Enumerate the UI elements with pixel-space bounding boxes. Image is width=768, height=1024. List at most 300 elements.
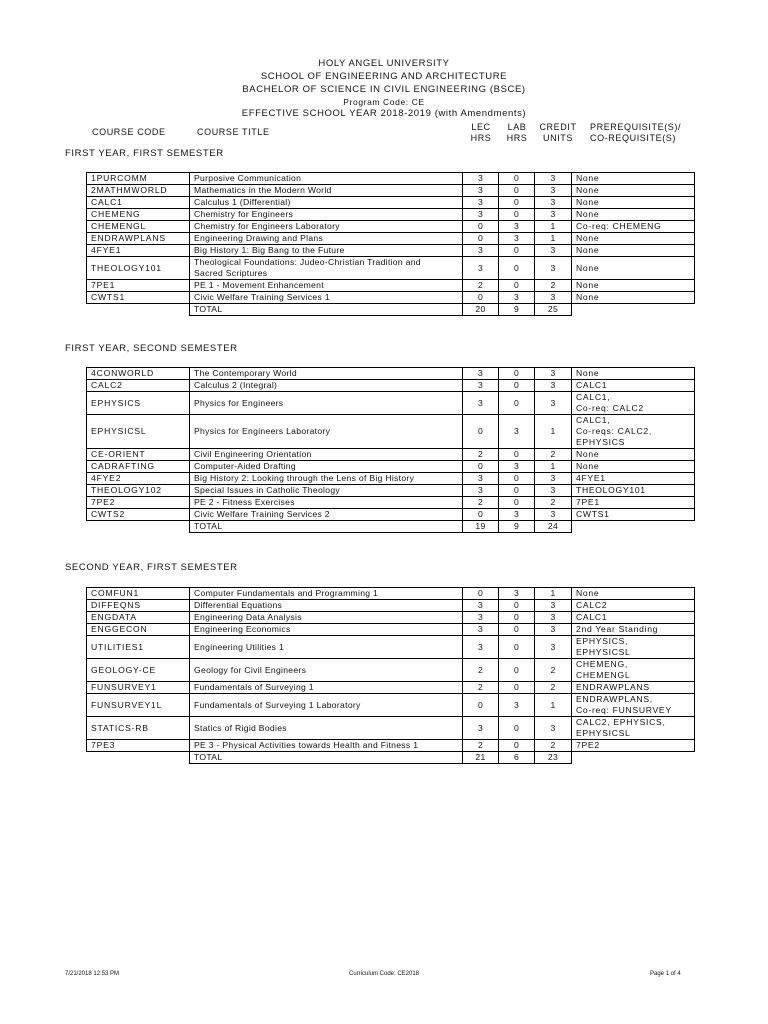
lab-hours: 0 [499, 636, 535, 659]
lec-hours: 2 [463, 449, 499, 461]
col-course-title: COURSE TITLE [197, 127, 270, 137]
credit-units: 2 [535, 497, 572, 509]
lab-hours: 3 [499, 509, 535, 521]
course-code: THEOLOGY102 [87, 485, 190, 497]
total-spacer [572, 304, 695, 316]
prerequisite-line: 7PE2 [576, 740, 600, 750]
lec-hours: 0 [463, 221, 499, 233]
lab-hours: 0 [499, 197, 535, 209]
col-lec-line2: HRS [470, 133, 492, 143]
prerequisite-line: None [576, 368, 600, 378]
lec-hours: 3 [463, 173, 499, 185]
lec-hours: 0 [463, 415, 499, 449]
course-title [190, 473, 463, 485]
course-title-line: Civil Engineering Orientation [194, 449, 312, 459]
course-row [87, 497, 695, 509]
course-code: 2MATHMWORLD [87, 185, 190, 197]
course-title [190, 380, 463, 392]
course-row [87, 415, 695, 449]
credit-units: 3 [535, 368, 572, 380]
course-code: STATICS-RB [87, 717, 190, 740]
credit-units: 2 [535, 449, 572, 461]
col-credit-line2: UNITS [543, 133, 573, 143]
course-row [87, 659, 695, 682]
col-prereq-line2: CO-REQUISITE(S) [590, 133, 677, 143]
col-course-code: COURSE CODE [92, 127, 166, 137]
course-row [87, 185, 695, 197]
lec-hours: 3 [463, 197, 499, 209]
prerequisites [572, 185, 695, 197]
course-code: 7PE3 [87, 740, 190, 752]
prerequisites [572, 682, 695, 694]
lab-hours: 0 [499, 245, 535, 257]
course-code: 4FYE1 [87, 245, 190, 257]
credit-units: 2 [535, 280, 572, 292]
lec-hours: 3 [463, 717, 499, 740]
col-lec-line1: LEC [471, 122, 491, 132]
lab-hours: 3 [499, 415, 535, 449]
lab-hours: 0 [499, 257, 535, 280]
prerequisite-line: 2nd Year Standing [576, 624, 659, 634]
total-row [87, 521, 695, 533]
course-row [87, 612, 695, 624]
prerequisite-line: None [576, 280, 600, 290]
credit-units: 3 [535, 292, 572, 304]
credit-units: 2 [535, 682, 572, 694]
course-row [87, 257, 695, 280]
course-title [190, 173, 463, 185]
credit-units: 3 [535, 612, 572, 624]
lab-hours: 3 [499, 292, 535, 304]
lab-hours: 0 [499, 368, 535, 380]
lab-hours: 0 [499, 380, 535, 392]
col-lec-hrs [462, 122, 500, 144]
course-row [87, 292, 695, 304]
course-title [190, 740, 463, 752]
prerequisites [572, 636, 695, 659]
credit-units: 3 [535, 392, 572, 415]
course-code: ENGGECON [87, 624, 190, 636]
total-label: TOTAL [190, 752, 463, 764]
course-title [190, 659, 463, 682]
course-code: GEOLOGY-CE [87, 659, 190, 682]
course-title [190, 233, 463, 245]
prerequisites [572, 415, 695, 449]
prerequisite-line: None [576, 262, 600, 273]
lab-hours: 0 [499, 280, 535, 292]
total-spacer [87, 752, 190, 764]
credit-units: 1 [535, 694, 572, 717]
credit-units: 2 [535, 659, 572, 682]
course-code: COMFUN1 [87, 588, 190, 600]
col-credit-units [530, 122, 586, 144]
lec-hours: 3 [463, 209, 499, 221]
course-title-line: Physics for Engineers [194, 397, 284, 408]
total-spacer [572, 521, 695, 533]
prerequisites [572, 588, 695, 600]
prerequisites [572, 173, 695, 185]
course-title [190, 197, 463, 209]
course-title [190, 497, 463, 509]
course-title-line: Engineering Economics [194, 624, 291, 634]
course-row [87, 380, 695, 392]
credit-units: 1 [535, 233, 572, 245]
course-title [190, 221, 463, 233]
course-title [190, 485, 463, 497]
course-code: DIFFEQNS [87, 600, 190, 612]
lab-hours: 0 [499, 173, 535, 185]
total-units: 23 [535, 752, 572, 764]
course-code: 4FYE2 [87, 473, 190, 485]
course-title-line: Physics for Engineers Laboratory [194, 426, 331, 436]
prerequisite-line: EPHYSICSL [576, 728, 631, 738]
credit-units: 3 [535, 624, 572, 636]
prerequisites [572, 473, 695, 485]
lec-hours: 0 [463, 694, 499, 717]
prerequisites [572, 461, 695, 473]
course-title-line: Calculus 1 (Differential) [194, 197, 291, 207]
prerequisites [572, 257, 695, 280]
credit-units: 1 [535, 588, 572, 600]
school-name: SCHOOL OF ENGINEERING AND ARCHITECTURE [260, 71, 508, 82]
lab-hours: 0 [499, 497, 535, 509]
prerequisite-line: CHEMENG, [576, 659, 628, 669]
lab-hours: 0 [499, 612, 535, 624]
course-title-line: Sacred Scriptures [194, 268, 268, 278]
lec-hours: 2 [463, 682, 499, 694]
course-row [87, 280, 695, 292]
course-title [190, 682, 463, 694]
lec-hours: 2 [463, 497, 499, 509]
program-code: Program Code: CE [343, 97, 425, 107]
course-title [190, 461, 463, 473]
course-table [86, 367, 695, 533]
total-lab: 6 [499, 752, 535, 764]
course-title-line: The Contemporary World [194, 368, 297, 378]
course-title [190, 449, 463, 461]
prerequisite-line: None [576, 588, 600, 598]
credit-units: 3 [535, 245, 572, 257]
prerequisite-line: THEOLOGY101 [576, 485, 646, 495]
course-title [190, 509, 463, 521]
prerequisite-line: EPHYSICS [576, 437, 626, 447]
course-code: CHEMENG [87, 209, 190, 221]
prerequisite-line: None [576, 449, 600, 459]
lec-hours: 3 [463, 636, 499, 659]
course-title-line: Civic Welfare Training Services 2 [194, 509, 330, 519]
course-row [87, 197, 695, 209]
lab-hours: 0 [499, 209, 535, 221]
lab-hours: 0 [499, 185, 535, 197]
course-title [190, 209, 463, 221]
credit-units: 3 [535, 473, 572, 485]
course-title-line: Big History 2: Looking through the Lens of Big History [194, 473, 415, 483]
course-code: UTILITIES1 [87, 636, 190, 659]
col-lab-line1: LAB [507, 122, 527, 132]
course-row [87, 485, 695, 497]
lab-hours: 0 [499, 485, 535, 497]
course-title [190, 624, 463, 636]
course-row [87, 624, 695, 636]
total-spacer [87, 304, 190, 316]
credit-units: 1 [535, 415, 572, 449]
prerequisite-line: None [576, 185, 600, 195]
prerequisites [572, 209, 695, 221]
course-row [87, 682, 695, 694]
prerequisites [572, 280, 695, 292]
total-spacer [572, 752, 695, 764]
lec-hours: 2 [463, 280, 499, 292]
course-row [87, 392, 695, 415]
lec-hours: 3 [463, 392, 499, 415]
prerequisites [572, 292, 695, 304]
prerequisites [572, 497, 695, 509]
course-code: CWTS1 [87, 292, 190, 304]
credit-units: 3 [535, 209, 572, 221]
course-table [86, 172, 695, 316]
prerequisite-line: Co-req: CHEMENG [576, 221, 662, 231]
course-code: ENGDATA [87, 612, 190, 624]
credit-units: 3 [535, 509, 572, 521]
prerequisites [572, 612, 695, 624]
prerequisite-line: CALC2, EPHYSICS, [576, 717, 666, 727]
prerequisite-line: None [576, 197, 600, 207]
lec-hours: 0 [463, 233, 499, 245]
course-title [190, 636, 463, 659]
prerequisites [572, 509, 695, 521]
prerequisite-line: EPHYSICS, [576, 636, 629, 646]
prerequisite-line: None [576, 292, 600, 302]
prerequisite-line: CALC1 [576, 612, 608, 622]
course-row [87, 245, 695, 257]
prerequisite-line: None [576, 209, 600, 219]
total-lec: 21 [463, 752, 499, 764]
course-code: EPHYSICS [87, 392, 190, 415]
lab-hours: 3 [499, 221, 535, 233]
credit-units: 3 [535, 173, 572, 185]
prerequisite-line: EPHYSICSL [576, 647, 631, 657]
total-lab: 9 [499, 521, 535, 533]
lec-hours: 0 [463, 509, 499, 521]
course-code: CE-ORIENT [87, 449, 190, 461]
course-row [87, 636, 695, 659]
course-row [87, 221, 695, 233]
prerequisite-line: None [576, 461, 600, 471]
credit-units: 2 [535, 740, 572, 752]
total-units: 25 [535, 304, 572, 316]
credit-units: 3 [535, 636, 572, 659]
credit-units: 3 [535, 197, 572, 209]
course-title [190, 368, 463, 380]
course-title-line: Special Issues in Catholic Theology [194, 485, 341, 495]
course-code: FUNSURVEY1 [87, 682, 190, 694]
course-title-line: PE 3 - Physical Activities towards Health and Fitness 1 [194, 740, 419, 750]
col-prereq-line1: PREREQUISITE(S)/ [590, 122, 682, 132]
course-title [190, 292, 463, 304]
course-title-line: Purposive Communication [194, 173, 302, 183]
footer-page-number: Page 1 of 4 [650, 971, 681, 977]
course-title [190, 694, 463, 717]
course-code: FUNSURVEY1L [87, 694, 190, 717]
lec-hours: 0 [463, 461, 499, 473]
course-row [87, 509, 695, 521]
course-code: THEOLOGY101 [87, 257, 190, 280]
prerequisites [572, 624, 695, 636]
course-title-line: Calculus 2 (Integral) [194, 380, 278, 390]
lec-hours: 2 [463, 740, 499, 752]
university-name: HOLY ANGEL UNIVERSITY [318, 58, 450, 69]
effective-year: EFFECTIVE SCHOOL YEAR 2018-2019 (with Amendments) [241, 108, 527, 119]
course-title-line: Chemistry for Engineers [194, 209, 294, 219]
course-row [87, 233, 695, 245]
course-table [86, 587, 695, 764]
course-title-line: Engineering Data Analysis [194, 612, 302, 622]
course-row [87, 694, 695, 717]
prerequisites [572, 221, 695, 233]
course-code: 7PE2 [87, 497, 190, 509]
prerequisite-line: 7PE1 [576, 497, 600, 507]
lec-hours: 0 [463, 292, 499, 304]
lab-hours: 0 [499, 473, 535, 485]
course-title [190, 280, 463, 292]
lec-hours: 3 [463, 380, 499, 392]
lec-hours: 3 [463, 624, 499, 636]
prerequisite-line: ENDRAWPLANS [576, 682, 650, 692]
course-row [87, 368, 695, 380]
course-title-line: Fundamentals of Surveying 1 Laboratory [194, 699, 361, 710]
prerequisites [572, 380, 695, 392]
course-title [190, 185, 463, 197]
prerequisite-line: 4FYE1 [576, 473, 606, 483]
lec-hours: 3 [463, 185, 499, 197]
course-title-line: Differential Equations [194, 600, 283, 610]
course-title [190, 612, 463, 624]
total-spacer [87, 521, 190, 533]
total-row [87, 752, 695, 764]
course-title [190, 415, 463, 449]
course-title [190, 245, 463, 257]
semester-title: SECOND YEAR, FIRST SEMESTER [65, 562, 238, 573]
prerequisite-line: CWTS1 [576, 509, 610, 519]
course-title-line: Mathematics in the Modern World [194, 185, 332, 195]
course-title-line: Computer Fundamentals and Programming 1 [194, 588, 379, 598]
course-title-line: Civic Welfare Training Services 1 [194, 292, 330, 302]
course-code: CALC1 [87, 197, 190, 209]
course-row [87, 449, 695, 461]
course-row [87, 600, 695, 612]
lab-hours: 0 [499, 624, 535, 636]
total-label: TOTAL [190, 304, 463, 316]
credit-units: 3 [535, 717, 572, 740]
col-lab-line2: HRS [506, 133, 528, 143]
lab-hours: 0 [499, 659, 535, 682]
course-row [87, 588, 695, 600]
prerequisites [572, 449, 695, 461]
prerequisites [572, 740, 695, 752]
course-code: CHEMENGL [87, 221, 190, 233]
course-row [87, 173, 695, 185]
course-code: 4CONWORLD [87, 368, 190, 380]
course-title-line: Geology for Civil Engineers [194, 664, 307, 675]
credit-units: 3 [535, 185, 572, 197]
course-title-line: Computer-Aided Drafting [194, 461, 296, 471]
prerequisite-line: Co-reqs: CALC2, [576, 426, 652, 436]
course-code: 1PURCOMM [87, 173, 190, 185]
lec-hours: 3 [463, 485, 499, 497]
lab-hours: 3 [499, 233, 535, 245]
prerequisites [572, 717, 695, 740]
prerequisites [572, 485, 695, 497]
credit-units: 3 [535, 257, 572, 280]
course-title-line: Engineering Drawing and Plans [194, 233, 324, 243]
prerequisites [572, 392, 695, 415]
prerequisite-line: None [576, 245, 600, 255]
credit-units: 3 [535, 600, 572, 612]
course-title-line: Theological Foundations: Judeo-Christian Tradition and [194, 257, 421, 267]
lec-hours: 3 [463, 600, 499, 612]
course-title [190, 588, 463, 600]
course-title [190, 392, 463, 415]
prerequisite-line: CALC1, [576, 415, 611, 425]
total-lab: 9 [499, 304, 535, 316]
semester-title: FIRST YEAR, FIRST SEMESTER [65, 148, 224, 159]
course-row [87, 461, 695, 473]
course-row [87, 473, 695, 485]
course-code: CALC2 [87, 380, 190, 392]
credit-units: 3 [535, 485, 572, 497]
course-code: EPHYSICSL [87, 415, 190, 449]
course-title-line: Fundamentals of Surveying 1 [194, 682, 314, 692]
course-row [87, 209, 695, 221]
semester-title: FIRST YEAR, SECOND SEMESTER [65, 343, 238, 354]
course-row [87, 717, 695, 740]
course-title-line: Engineering Utilities 1 [194, 641, 285, 652]
lab-hours: 0 [499, 682, 535, 694]
prerequisites [572, 368, 695, 380]
prerequisite-line: Co-req: CALC2 [576, 403, 644, 413]
total-units: 24 [535, 521, 572, 533]
course-title [190, 717, 463, 740]
prerequisites [572, 600, 695, 612]
credit-units: 1 [535, 461, 572, 473]
lec-hours: 0 [463, 588, 499, 600]
lab-hours: 0 [499, 600, 535, 612]
credit-units: 1 [535, 221, 572, 233]
course-title-line: Chemistry for Engineers Laboratory [194, 221, 340, 231]
total-row [87, 304, 695, 316]
lab-hours: 0 [499, 740, 535, 752]
prerequisite-line: None [576, 233, 600, 243]
total-lec: 20 [463, 304, 499, 316]
lab-hours: 3 [499, 588, 535, 600]
program-name: BACHELOR OF SCIENCE IN CIVIL ENGINEERING (BSCE) [242, 84, 526, 95]
lab-hours: 0 [499, 449, 535, 461]
prerequisite-line: None [576, 173, 600, 183]
lab-hours: 3 [499, 694, 535, 717]
prerequisites [572, 659, 695, 682]
course-title [190, 600, 463, 612]
course-code: 7PE1 [87, 280, 190, 292]
course-title-line: PE 1 - Movement Enhancement [194, 280, 324, 290]
lab-hours: 0 [499, 717, 535, 740]
prerequisite-line: CALC1, [576, 392, 611, 402]
prerequisite-line: ENDRAWPLANS, [576, 694, 653, 704]
prerequisite-line: CALC1 [576, 380, 608, 390]
course-title-line: Big History 1: Big Bang to the Future [194, 245, 345, 255]
course-row [87, 740, 695, 752]
prerequisites [572, 233, 695, 245]
course-title-line: Statics of Rigid Bodies [194, 722, 287, 733]
